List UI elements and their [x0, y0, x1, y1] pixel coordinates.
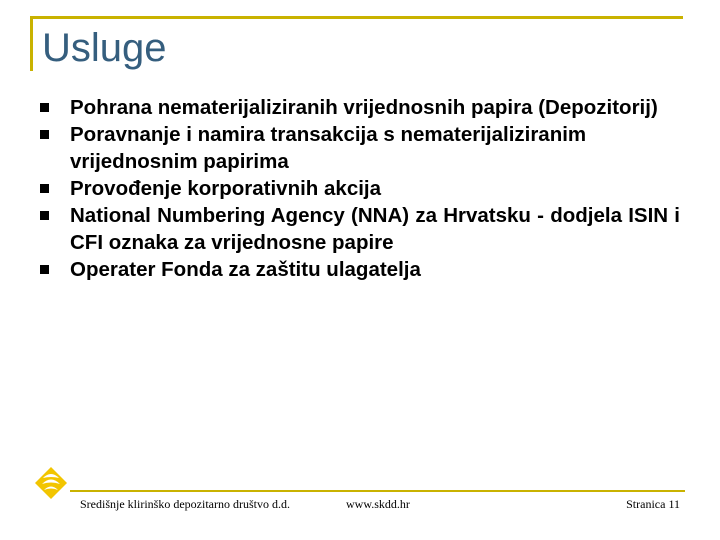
- square-bullet-icon: [40, 103, 49, 112]
- footer-page-number: Stranica 11: [626, 497, 680, 511]
- slide-title: Usluge: [42, 26, 167, 70]
- bullet-text: Operater Fonda za zaštitu ulagatelja: [70, 258, 421, 281]
- bullet-item-investor-fund: [40, 256, 680, 283]
- bullet-text: National Numbering Agency (NNA) za Hrvatsku - dodjela ISIN i CFI oznaka za vrijednosne papire: [70, 204, 680, 254]
- footer-divider: [70, 490, 685, 492]
- bullet-text: Poravnanje i namira transakcija s nematerijaliziranim vrijednosnim papirima: [70, 123, 587, 173]
- bullet-text: Pohrana nematerijaliziranih vrijednosnih papira (Depozitorij): [70, 96, 658, 119]
- footer-website: www.skdd.hr: [346, 497, 410, 511]
- bullet-item-settlement: [40, 121, 680, 175]
- bullet-list: [40, 94, 680, 283]
- square-bullet-icon: [40, 184, 49, 193]
- bullet-item-depository: [40, 94, 680, 121]
- skdd-logo-icon: [34, 466, 68, 500]
- footer-organization: Središnje klirinško depozitarno društvo d.d.: [80, 497, 290, 511]
- square-bullet-icon: [40, 211, 49, 220]
- bullet-text: Provođenje korporativnih akcija: [70, 177, 382, 200]
- square-bullet-icon: [40, 130, 49, 139]
- bullet-item-nna: [40, 202, 680, 256]
- bullet-item-corporate-actions: [40, 175, 680, 202]
- square-bullet-icon: [40, 265, 49, 274]
